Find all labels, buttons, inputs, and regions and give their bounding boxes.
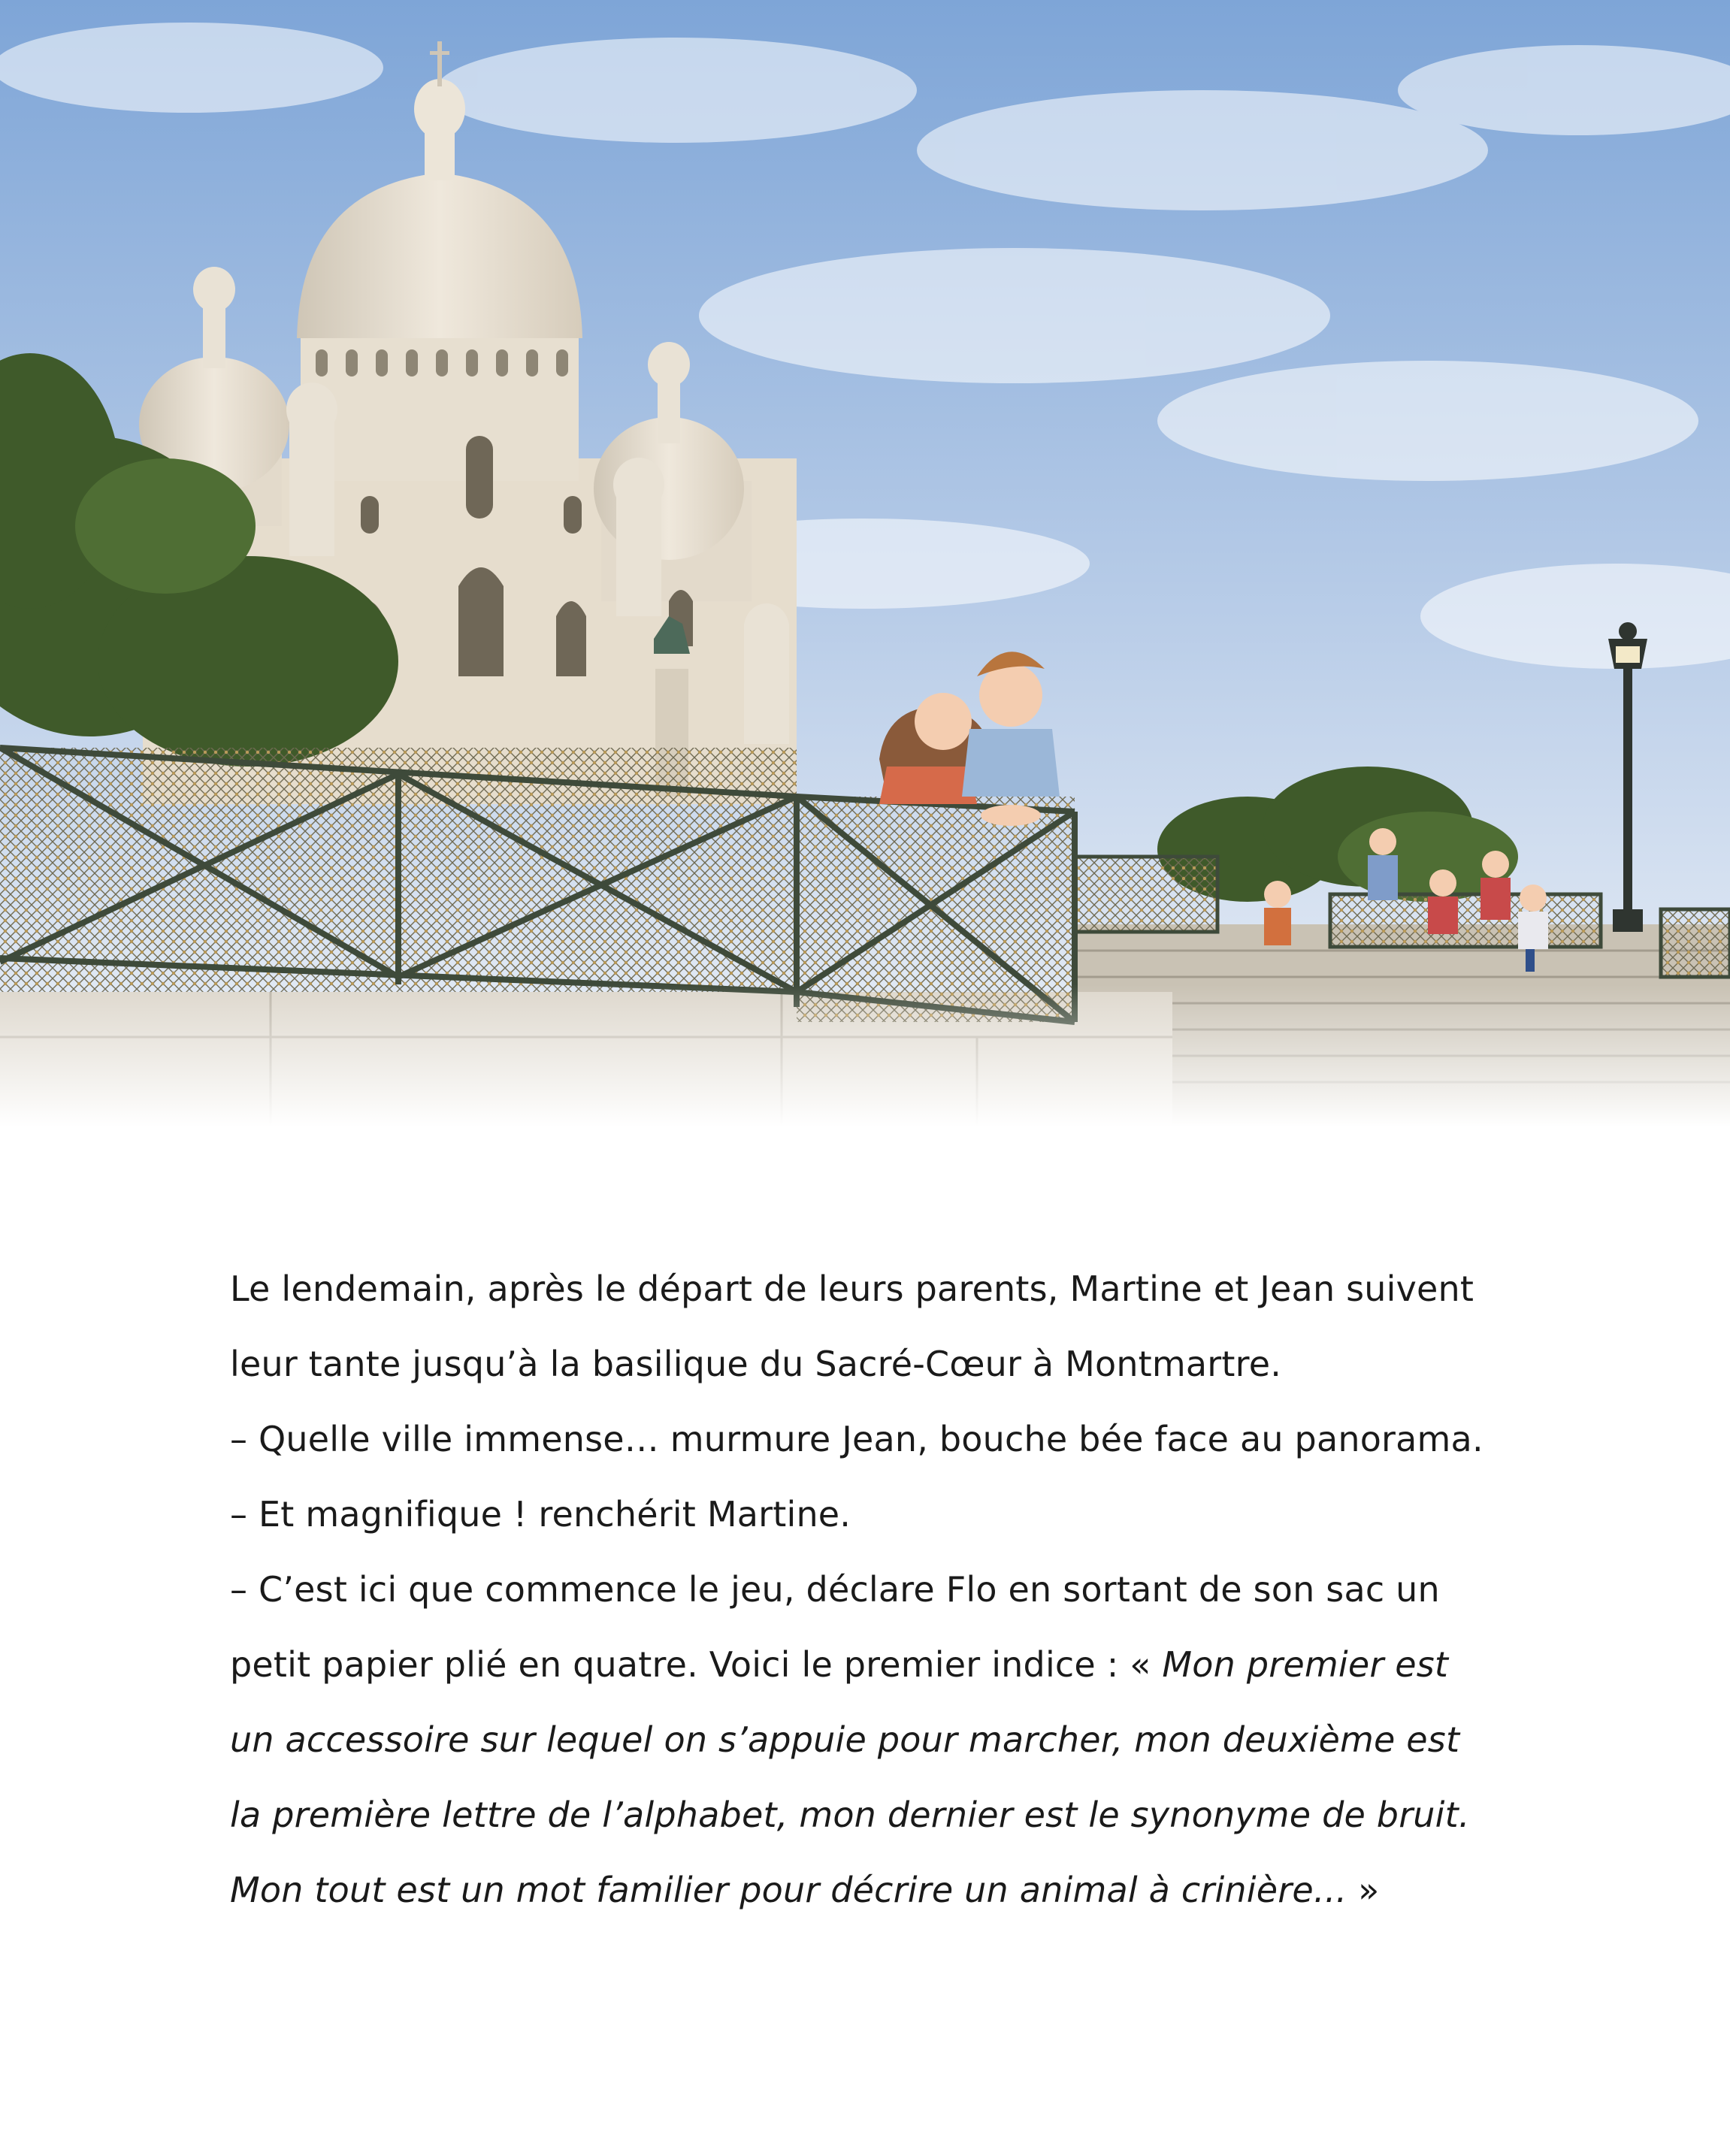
story-line-6: petit papier plié en quatre. Voici le premier indice : « Mon premier est — [230, 1644, 1449, 1685]
story-line-5: – C’est ici que commence le jeu, déclare Flo en sortant de son sac un — [230, 1569, 1440, 1610]
story-line-2: leur tante jusqu’à la basilique du Sacré-Cœur à Montmartre. — [230, 1344, 1282, 1384]
story-line-1: Le lendemain, après le départ de leurs parents, Martine et Jean suivent — [230, 1269, 1474, 1309]
story-line-9: Mon tout est un mot familier pour décrire un animal à crinière... » — [230, 1870, 1380, 1910]
riddle-text: la première lettre de l’alphabet, mon dernier est le synonyme de bruit. — [230, 1795, 1470, 1835]
riddle-text: un accessoire sur lequel on s’appuie pour marcher, mon deuxième est — [230, 1719, 1460, 1760]
story-text — [230, 1251, 1553, 1928]
story-line-8 — [230, 1777, 1553, 1852]
story-line-4: – Et magnifique ! renchérit Martine. — [230, 1494, 851, 1535]
story-line-3: – Quelle ville immense… murmure Jean, bouche bée face au panorama. — [230, 1419, 1484, 1459]
riddle-text: Mon premier est — [1162, 1644, 1449, 1685]
story-line-7 — [230, 1702, 1553, 1777]
riddle-text: Mon tout est un mot familier pour décrire un animal à crinière... — [230, 1870, 1347, 1910]
